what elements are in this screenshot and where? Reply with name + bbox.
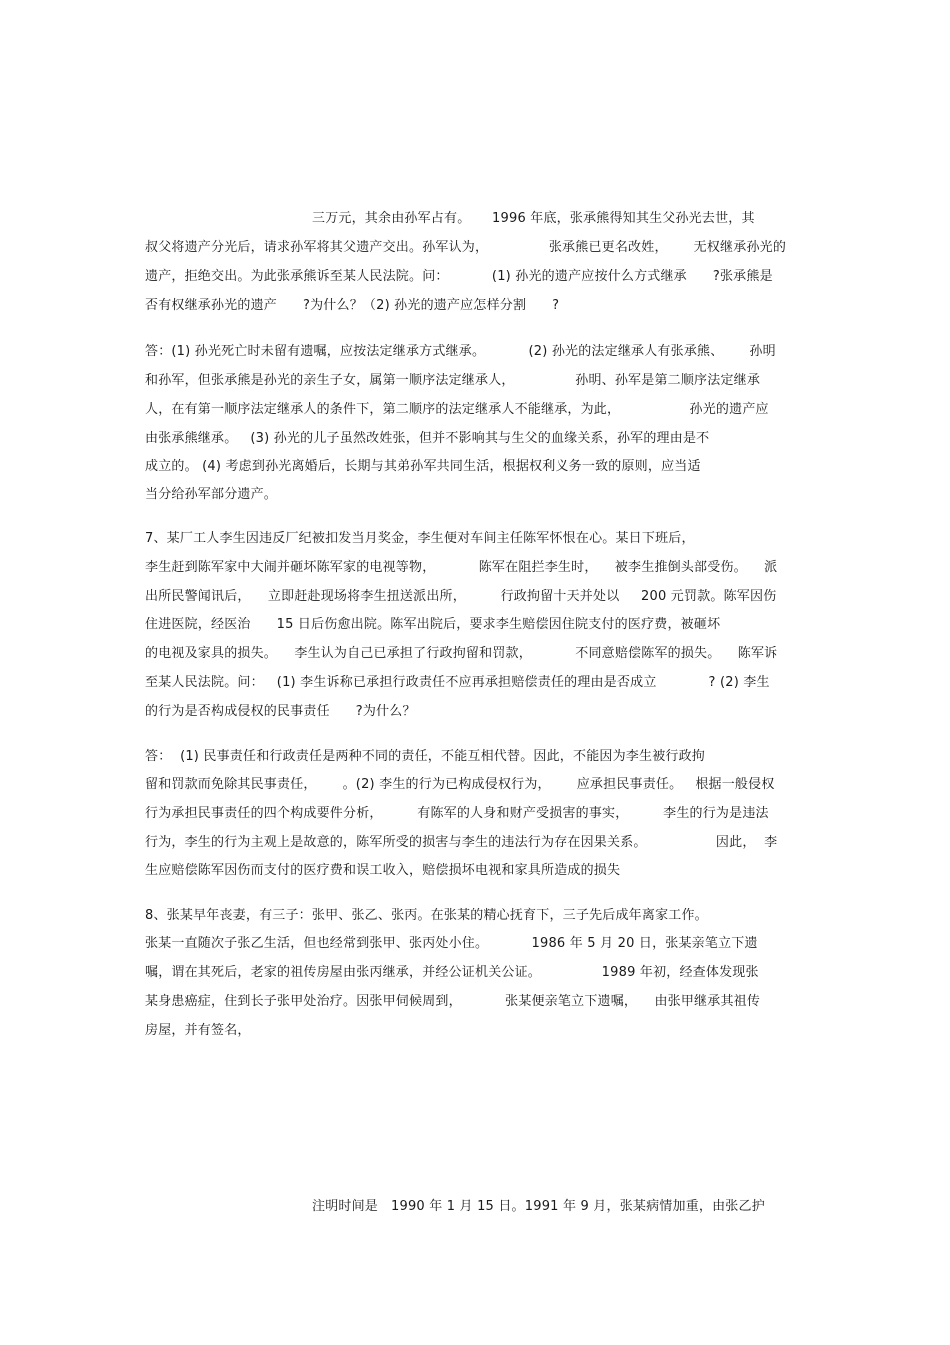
text-line: 住进医院，经医治 15 日后伤愈出院。陈军出院后，要求李生赔偿因住院支付的医疗费，被砸坏 (145, 617, 721, 632)
text-line: 当分给孙军部分遗产。 (145, 487, 278, 502)
text-line: 房屋，并有签名， (145, 1023, 251, 1038)
text-line: 生应赔偿陈军因伤而支付的医疗费和误工收入，赔偿损坏电视和家具所造成的损失 (145, 863, 621, 878)
text-line: 成立的。 (4) 考虑到孙光离婚后，长期与其弟孙军共同生活，根据权利义务一致的原则，应当适 (145, 459, 701, 474)
text-line: 否有权继承孙光的遗产 ?为什么？（2) 孙光的遗产应怎样分割 ? (145, 298, 560, 313)
text-line: 嘱，谓在其死后，老家的祖传房屋由张丙继承，并经公证机关公证。 1989 年初，经查体发现张 (145, 965, 759, 980)
text-line: 人，在有第一顺序法定继承人的条件下，第二顺序的法定继承人不能继承，为此， 孙光的遗产应 (145, 402, 769, 417)
text-line: 张某一直随次子张乙生活，但也经常到张甲、张丙处小住。 1986 年 5 月 20 日，张某亲笔立下遗 (145, 936, 758, 951)
text-line: 答： (1) 民事责任和行政责任是两种不同的责任，不能互相代替。因此，不能因为李生被行政拘 (145, 749, 706, 764)
text-line: 和孙军，但张承熊是孙光的亲生子女，属第一顺序法定继承人， 孙明、孙军是第二顺序法定继承 (145, 373, 761, 388)
text-line: 某身患癌症，住到长子张甲处治疗。因张甲伺候周到， 张某便亲笔立下遗嘱， 由张甲继承其祖传 (145, 994, 761, 1009)
text-line: 至某人民法院。问： (1) 李生诉称已承担行政责任不应再承担赔偿责任的理由是否成立 ? (2) 李生 (145, 675, 770, 690)
text-line: 出所民警闻讯后， 立即赶赴现场将李生扭送派出所， 行政拘留十天并处以 200 元罚款。陈军因伤 (145, 589, 777, 604)
text-line: 三万元，其余由孙军占有。 1996 年底，张承熊得知其生父孙光去世，其 (312, 211, 755, 226)
text-line: 8、张某早年丧妻，有三子：张甲、张乙、张丙。在张某的精心抚育下，三子先后成年离家工作。 (145, 908, 708, 923)
text-line: 行为承担民事责任的四个构成要件分析， 有陈军的人身和财产受损害的事实， 李生的行为是违法 (145, 806, 769, 821)
text-line: 答：(1) 孙光死亡时未留有遗嘱，应按法定继承方式继承。 (2) 孙光的法定继承人有张承熊、 孙明 (145, 344, 776, 359)
text-line: 的电视及家具的损失。 李生认为自己已承担了行政拘留和罚款， 不同意赔偿陈军的损失。 陈军诉 (145, 646, 778, 661)
text-line: 遗产，拒绝交出。为此张承熊诉至某人民法院。问： (1) 孙光的遗产应按什么方式继承 ?张承熊是 (145, 269, 773, 284)
text-line: 行为，李生的行为主观上是故意的，陈军所受的损害与李生的违法行为存在因果关系。 因此， 李 (145, 835, 778, 850)
text-line: 7、某厂工人李生因违反厂纪被扣发当月奖金，李生便对车间主任陈军怀恨在心。某日下班后， (145, 531, 695, 546)
text-line: 注明时间是 1990 年 1 月 15 日。1991 年 9 月，张某病情加重，由张乙护 (312, 1199, 765, 1214)
text-line: 叔父将遗产分光后，请求孙军将其父遗产交出。孙军认为， 张承熊已更名改姓， 无权继承孙光的 (145, 240, 787, 255)
text-line: 留和罚款而免除其民事责任， 。(2) 李生的行为已构成侵权行为， 应承担民事责任。 根据一般侵权 (145, 777, 775, 792)
text-line: 由张承熊继承。 (3) 孙光的儿子虽然改姓张，但并不影响其与生父的血缘关系，孙军的理由是不 (145, 431, 710, 446)
text-line: 的行为是否构成侵权的民事责任 ?为什么？ (145, 704, 416, 719)
text-line: 李生赶到陈军家中大闹并砸坏陈军家的电视等物， 陈军在阻拦李生时， 被李生推倒头部受伤。 派 (145, 560, 778, 575)
